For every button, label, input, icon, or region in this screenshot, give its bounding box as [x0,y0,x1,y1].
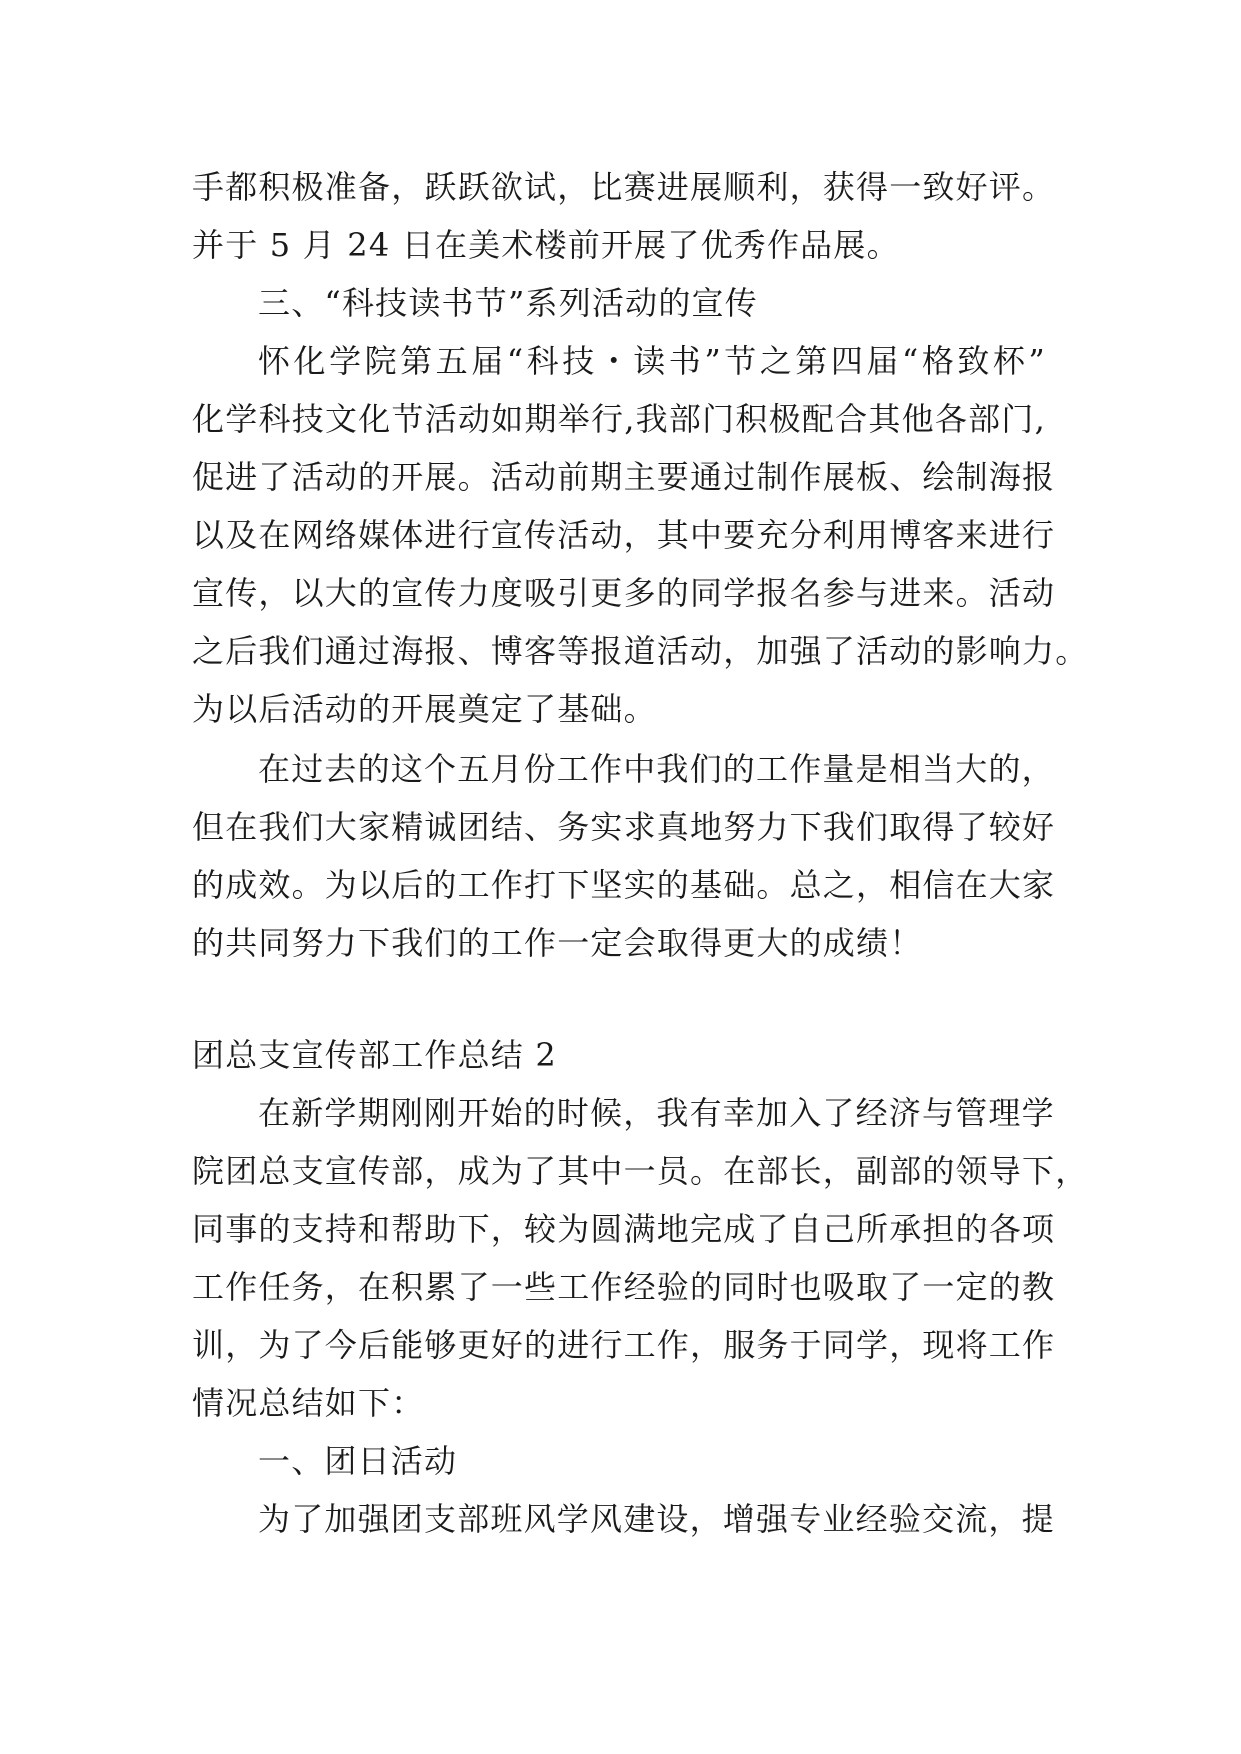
text-line-8: 宣传，以大的宣传力度吸引更多的同学报名参与进来。活动 [192,574,1056,612]
article-title: 团总支宣传部工作总结 2 [192,1036,557,1074]
text-line-6: 促进了活动的开展。活动前期主要通过制作展板、绘制海报 [192,458,1056,496]
paragraph-start-line: 怀化学院第五届“科技・读书”节之第四届“格致杯” [258,342,1046,380]
paragraph-start-line: 为了加强团支部班风学风建设，增强专业经验交流，提 [258,1500,1055,1538]
section-heading-1: 一、团日活动 [258,1442,458,1480]
section-heading-3: 三、“科技读书节”系列活动的宣传 [258,284,758,322]
text-line-19: 工作任务，在积累了一些工作经验的同时也吸取了一定的教 [192,1268,1056,1306]
paragraph-start-line: 在新学期刚刚开始的时候，我有幸加入了经济与管理学 [258,1094,1055,1132]
text-line-10: 为以后活动的开展奠定了基础。 [192,690,657,728]
text-line-1: 手都积极准备，跃跃欲试，比赛进展顺利，获得一致好评。 [192,168,1056,206]
text-line-5: 化学科技文化节活动如期举行,我部门积极配合其他各部门, [192,400,1046,438]
text-line-18: 同事的支持和帮助下，较为圆满地完成了自己所承担的各项 [192,1210,1056,1248]
text-line-9: 之后我们通过海报、博客等报道活动，加强了活动的影响力。 [192,632,1089,670]
paragraph-start-line: 在过去的这个五月份工作中我们的工作量是相当大的， [258,750,1055,788]
text-line-21: 情况总结如下： [192,1384,425,1422]
text-line-2: 并于 5 月 24 日在美术楼前开展了优秀作品展。 [192,226,900,264]
text-line-12: 但在我们大家精诚团结、务实求真地努力下我们取得了较好 [192,808,1056,846]
text-line-13: 的成效。为以后的工作打下坚实的基础。总之，相信在大家 [192,866,1056,904]
text-line-17: 院团总支宣传部，成为了其中一员。在部长，副部的领导下， [192,1152,1089,1190]
text-line-20: 训，为了今后能够更好的进行工作，服务于同学，现将工作 [192,1326,1056,1364]
text-line-14: 的共同努力下我们的工作一定会取得更大的成绩！ [192,924,923,962]
text-line-7: 以及在网络媒体进行宣传活动，其中要充分利用博客来进行 [192,516,1056,554]
